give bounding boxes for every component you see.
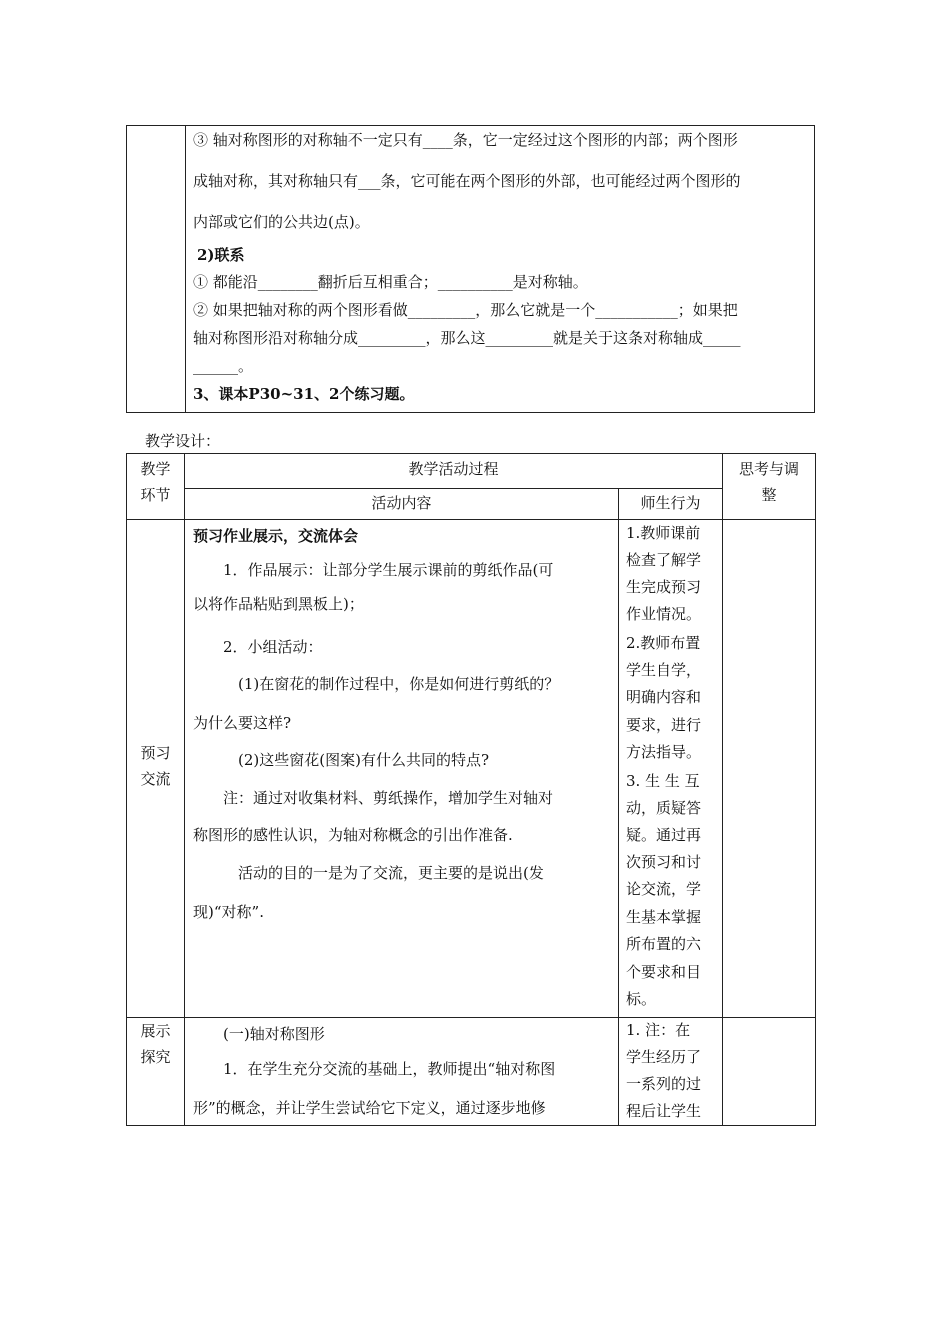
content-line: 预习作业展示，交流体会 <box>193 527 359 545</box>
table-row-behavior <box>619 520 723 1018</box>
header-process-label: 教学活动过程 <box>408 460 499 478</box>
section-caption: 教学设计： <box>145 432 221 450</box>
text-line: ② 如果把轴对称的两个图形看做_________，那么它就是一个___________；如果把 <box>193 301 738 319</box>
header-stage-line: 教学 <box>140 460 171 478</box>
teaching-design-table <box>126 453 816 1126</box>
table-row-behavior <box>619 1018 723 1126</box>
text-line: 轴对称图形沿对称轴分成_________，那么这_________就是关于这条对称轴成_____ <box>193 329 741 347</box>
text-line: ③ 轴对称图形的对称轴不一定只有____条，它一定经过这个图形的内部；两个图形 <box>193 131 738 149</box>
behavior-line: 作业情况。 <box>626 605 702 623</box>
behavior-line: 动，质疑答 <box>626 799 702 817</box>
behavior-line: 个要求和目 <box>626 963 702 981</box>
content-line: (1)在窗花的制作过程中，你是如何进行剪纸的？ <box>193 675 560 693</box>
behavior-line: 生完成预习 <box>626 578 702 596</box>
table-row-content <box>185 520 619 1018</box>
table-row-stage <box>127 520 185 1018</box>
text-line: 内部或它们的公共边(点)。 <box>193 213 370 231</box>
stage-line: 探究 <box>140 1048 171 1066</box>
content-line: 现)“对称”. <box>193 903 264 921</box>
exercise-line: 3、课本P30~31、2个练习题。 <box>193 385 415 403</box>
behavior-line: 2.教师布置 <box>626 634 701 652</box>
content-line: 为什么要这样? <box>193 714 292 732</box>
content-line: 1．作品展示：让部分学生展示课前的剪纸作品(可 <box>193 561 554 579</box>
text-line: ______。 <box>193 357 254 375</box>
table-row-stage <box>127 1018 185 1126</box>
behavior-line: 3. 生 生 互 <box>626 772 700 790</box>
behavior-line: 疑。通过再 <box>626 826 702 844</box>
behavior-line: 学生经历了 <box>626 1048 702 1066</box>
behavior-line: 论交流，学 <box>626 880 702 898</box>
header-content-label: 活动内容 <box>371 494 432 512</box>
content-line: 注：通过对收集材料、剪纸操作，增加学生对轴对 <box>193 789 554 807</box>
behavior-line: 1. 注：在 <box>626 1021 691 1039</box>
behavior-line: 1.教师课前 <box>626 524 701 542</box>
stage-line: 展示 <box>140 1022 171 1040</box>
behavior-line: 一系列的过 <box>626 1075 702 1093</box>
header-reflect <box>723 454 816 520</box>
content-line: (2)这些窗花(图案)有什么共同的特点? <box>193 751 489 769</box>
stage-line: 预习 <box>140 744 171 762</box>
behavior-line: 次预习和讨 <box>626 853 702 871</box>
content-line: (一)轴对称图形 <box>193 1025 325 1043</box>
behavior-line: 检查了解学 <box>626 551 702 569</box>
behavior-line: 程后让学生 <box>626 1102 702 1120</box>
table-row-content <box>185 1018 619 1126</box>
stage-line: 交流 <box>140 770 171 788</box>
content-line: 称图形的感性认识，为轴对称概念的引出作准备. <box>193 826 513 844</box>
content-line: 2．小组活动： <box>193 638 323 656</box>
header-content <box>185 489 619 520</box>
table-row-reflect <box>723 1018 816 1126</box>
text-line: 成轴对称，其对称轴只有___条，它可能在两个图形的外部，也可能经过两个图形的 <box>193 172 741 190</box>
header-reflect-line: 思考与调 <box>739 460 800 478</box>
header-process <box>185 454 723 489</box>
continuation-stage-cell <box>127 126 186 412</box>
behavior-line: 生基本掌握 <box>626 908 702 926</box>
content-line: 1．在学生充分交流的基础上，教师提出“轴对称图 <box>193 1060 556 1078</box>
behavior-line: 明确内容和 <box>626 688 702 706</box>
header-behavior-label: 师生行为 <box>640 494 701 512</box>
behavior-line: 所布置的六 <box>626 935 702 953</box>
content-line: 活动的目的一是为了交流，更主要的是说出(发 <box>193 864 544 882</box>
header-stage <box>127 454 185 520</box>
behavior-line: 要求，进行 <box>626 716 702 734</box>
content-line: 以将作品粘贴到黑板上)； <box>193 595 364 613</box>
text-line: ① 都能沿________翻折后互相重合；__________是对称轴。 <box>193 273 588 291</box>
behavior-line: 方法指导。 <box>626 743 702 761</box>
header-behavior <box>619 489 723 520</box>
behavior-line: 学生自学， <box>626 661 702 679</box>
table-row-reflect <box>723 520 816 1018</box>
continuation-table <box>126 125 815 413</box>
header-stage-line: 环节 <box>140 486 171 504</box>
content-line: 形”的概念，并让学生尝试给它下定义，通过逐步地修 <box>193 1099 546 1117</box>
behavior-line: 标。 <box>626 990 657 1008</box>
header-reflect-line: 整 <box>761 486 777 504</box>
section-heading-relation: 2)联系 <box>197 246 245 264</box>
